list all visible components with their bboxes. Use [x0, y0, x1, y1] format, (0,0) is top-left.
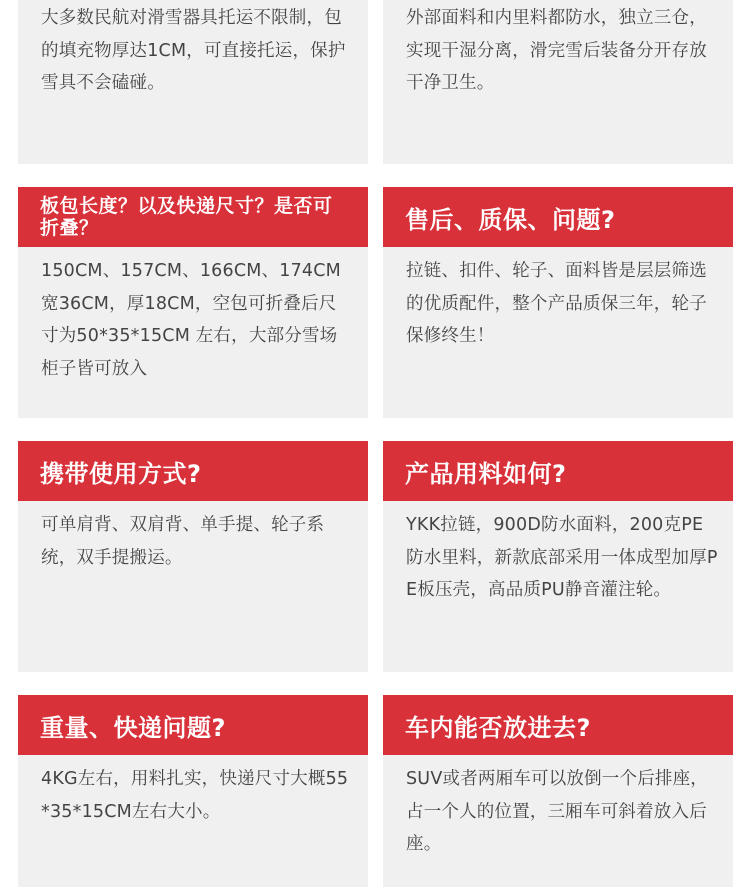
faq-question: 产品用料如何?: [383, 441, 733, 501]
faq-answer: YKK拉链，900D防水面料，200克PE防水里料，新款底部采用一体成型加厚PE板压壳，高品质PU静音灌注轮。: [406, 515, 718, 600]
faq-question: 板包长度？以及快递尺寸？是否可折叠？: [18, 187, 368, 247]
faq-answer: 外部面料和内里料都防水，独立三仓，实现干湿分离，滑完雪后装备分开存放干净卫生。: [406, 8, 707, 93]
faq-answer: 大多数民航对滑雪器具托运不限制，包的填充物厚达1CM，可直接托运，保护雪具不会磕碰。: [41, 8, 346, 93]
faq-answer: 150CM、157CM、166CM、174CM宽36CM，厚18CM，空包可折叠后尺寸为50*35*15CM 左右，大部分雪场柜子皆可放入: [41, 261, 341, 379]
faq-answer: 可单肩背、双肩背、单手提、轮子系统，双手提搬运。: [41, 515, 325, 568]
faq-answer: 4KG左右，用料扎实，快递尺寸大概55*35*15CM左右大小。: [41, 769, 349, 822]
faq-card-materials: [383, 441, 733, 672]
faq-card-warranty: [383, 187, 733, 418]
faq-answer: 拉链、扣件、轮子、面料皆是层层筛选的优质配件，整个产品质保三年，轮子保修终生！: [406, 261, 707, 346]
faq-card-weight: [18, 695, 368, 887]
faq-card-car-fit: [383, 695, 733, 887]
faq-answer: SUV或者两厢车可以放倒一个后排座，占一个人的位置，三厢车可斜着放入后座。: [406, 769, 708, 854]
faq-card-size: [18, 187, 368, 418]
faq-question: 售后、质保、问题?: [383, 187, 733, 247]
faq-question: 携带使用方式?: [18, 441, 368, 501]
faq-card-checked-luggage: [18, 0, 368, 164]
faq-question: 重量、快递问题?: [18, 695, 368, 755]
faq-card-carrying: [18, 441, 368, 672]
faq-question: 车内能否放进去?: [383, 695, 733, 755]
faq-card-waterproof: [383, 0, 733, 164]
